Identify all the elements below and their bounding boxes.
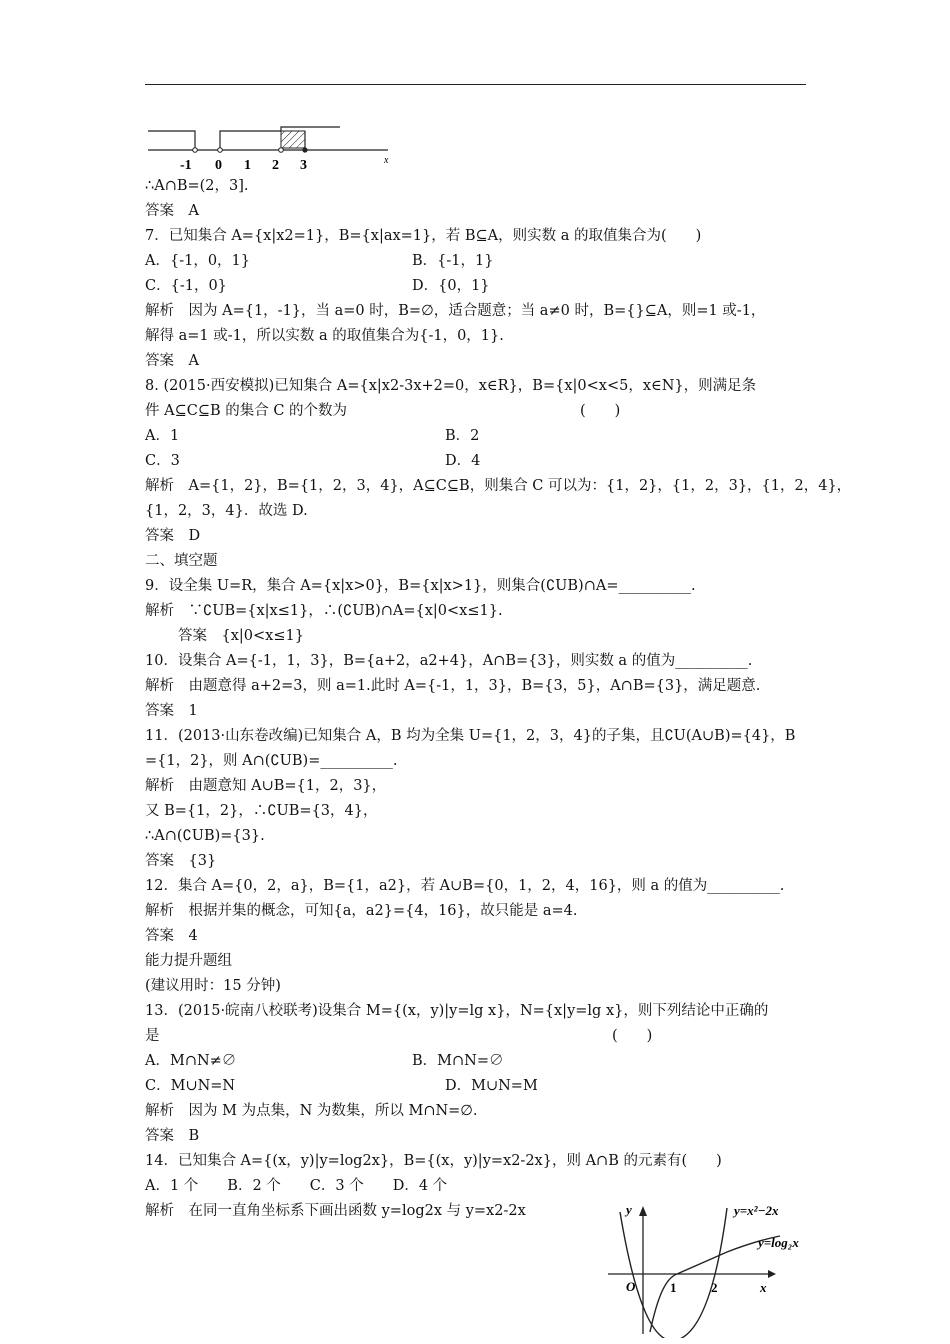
question-10: 10．设集合 A={-1，1，3}，B={a+2，a2+4}，A∩B={3}，则实数 a 的值为__________. [145, 653, 753, 669]
y-axis-label: y [626, 1202, 632, 1217]
analysis-line: 解析 因为 M 为点集，N 为数集，所以 M∩N=∅. [145, 1103, 478, 1119]
analysis-line: {1，2，3，4}．故选 D. [145, 503, 308, 519]
function-graph [600, 1200, 825, 1338]
option-d: D．{0，1} [412, 278, 490, 294]
section-heading: 能力提升题组 [145, 953, 232, 969]
answer-line: 答案 {3} [145, 853, 217, 869]
question-8: 8. (2015·西安模拟)已知集合 A={x|x2-3x+2=0，x∈R}，B={x|0<x<5，x∈N}，则满足条 [145, 378, 757, 394]
question-13: 13．(2015·皖南八校联考)设集合 M={(x，y)|y=lg x}，N={x|y=lg x}，则下列结论中正确的 [145, 1003, 769, 1019]
question-11-cont: ={1，2}，则 A∩(∁UB)=__________. [145, 753, 398, 769]
analysis-line: 解析 因为 A={1，-1}，当 a=0 时，B=∅，适合题意；当 a≠0 时，B={}⊆A，则=1 或-1， [145, 303, 766, 319]
analysis-line: 解析 由题意知 A∪B={1，2，3}， [145, 778, 387, 794]
section-heading: 二、填空题 [145, 553, 218, 569]
time-note: (建议用时：15 分钟) [145, 978, 281, 994]
option-a: A．1 [145, 428, 180, 444]
answer-line: 答案 D [145, 528, 201, 544]
parabola-curve [620, 1208, 727, 1338]
option-c: C．3 [145, 453, 180, 469]
answer-line: 答案 {x|0<x≤1} [178, 628, 304, 644]
header-rule [145, 84, 806, 85]
answer-line: 答案 A [145, 203, 199, 219]
option-a: A．{-1，0，1} [145, 253, 250, 269]
analysis-line: 解析 根据并集的概念，可知{a，a2}={4，16}，故只能是 a=4. [145, 903, 578, 919]
question-9: 9．设全集 U=R，集合 A={x|x>0}，B={x|x>1}，则集合(∁UB)∩A=__________. [145, 578, 696, 594]
option-a: A．M∩N≠∅ [145, 1053, 237, 1069]
tick-label: 2 [272, 158, 279, 173]
tick-label: 1 [670, 1280, 677, 1295]
analysis-line: 解析 A={1，2}，B={1，2，3，4}，A⊆C⊆B，则集合 C 可以为：{1，2}，{1，2，3}，{1，2，4}， [145, 478, 852, 494]
option-b: B．M∩N=∅ [412, 1053, 504, 1069]
answer-line: 答案 A [145, 353, 199, 369]
question-14: 14．已知集合 A={(x，y)|y=log2x}，B={(x，y)|y=x2-2x}，则 A∩B 的元素有( ) [145, 1153, 722, 1169]
option-b: B．{-1，1} [412, 253, 494, 269]
option-c: C．{-1，0} [145, 278, 227, 294]
origin-label: O [626, 1279, 636, 1294]
curve-label: y=x²−2x [734, 1203, 779, 1218]
x-axis-label: x [760, 1280, 767, 1295]
tick-label: 0 [215, 158, 222, 173]
option-d: D．M∪N=M [445, 1078, 538, 1094]
analysis-line: 解析 在同一直角坐标系下画出函数 y=log2x 与 y=x2-2x [145, 1203, 526, 1219]
question-13-cont: 是 [145, 1028, 160, 1044]
text-line: ∴A∩B=(2，3]. [145, 178, 249, 194]
question-8-cont: 件 A⊆C⊆B 的集合 C 的个数为 [145, 403, 348, 419]
answer-line: 答案 1 [145, 703, 198, 719]
options-line: A．1 个 B．2 个 C．3 个 D．4 个 [145, 1178, 448, 1194]
question-12: 12．集合 A={0，2，a}，B={1，a2}，若 A∪B={0，1，2，4，16}，则 a 的值为__________. [145, 878, 785, 894]
analysis-line: 解析 ∵∁UB={x|x≤1}，∴(∁UB)∩A={x|0<x≤1}. [145, 603, 503, 619]
question-11: 11．(2013·山东卷改编)已知集合 A，B 均为全集 U={1，2，3，4}的子集，且∁U(A∪B)={4}，B [145, 728, 796, 744]
tick-label: 1 [244, 158, 251, 173]
option-d: D．4 [445, 453, 481, 469]
tick-label: 2 [711, 1280, 718, 1295]
curve-label: y=log₂x [758, 1235, 799, 1250]
option-c: C．M∪N=N [145, 1078, 236, 1094]
analysis-line: 解得 a=1 或-1，所以实数 a 的取值集合为{-1，0，1}. [145, 328, 504, 344]
answer-blank: ( ) [580, 403, 621, 419]
tick-label: 3 [300, 158, 307, 173]
axis-label: x [384, 155, 389, 166]
answer-line: 答案 B [145, 1128, 200, 1144]
answer-line: 答案 4 [145, 928, 198, 944]
answer-blank: ( ) [612, 1028, 653, 1044]
number-line-figure [140, 120, 400, 175]
question-7: 7．已知集合 A={x|x2=1}，B={x|ax=1}，若 B⊆A，则实数 a 的取值集合为( ) [145, 228, 702, 244]
analysis-line: ∴A∩(∁UB)={3}. [145, 828, 265, 844]
analysis-line: 解析 由题意得 a+2=3，则 a=1.此时 A={-1，1，3}，B={3，5}，A∩B={3}，满足题意. [145, 678, 761, 694]
analysis-line: 又 B={1，2}，∴∁UB={3，4}， [145, 803, 378, 819]
option-b: B．2 [445, 428, 480, 444]
tick-label: -1 [180, 158, 192, 173]
